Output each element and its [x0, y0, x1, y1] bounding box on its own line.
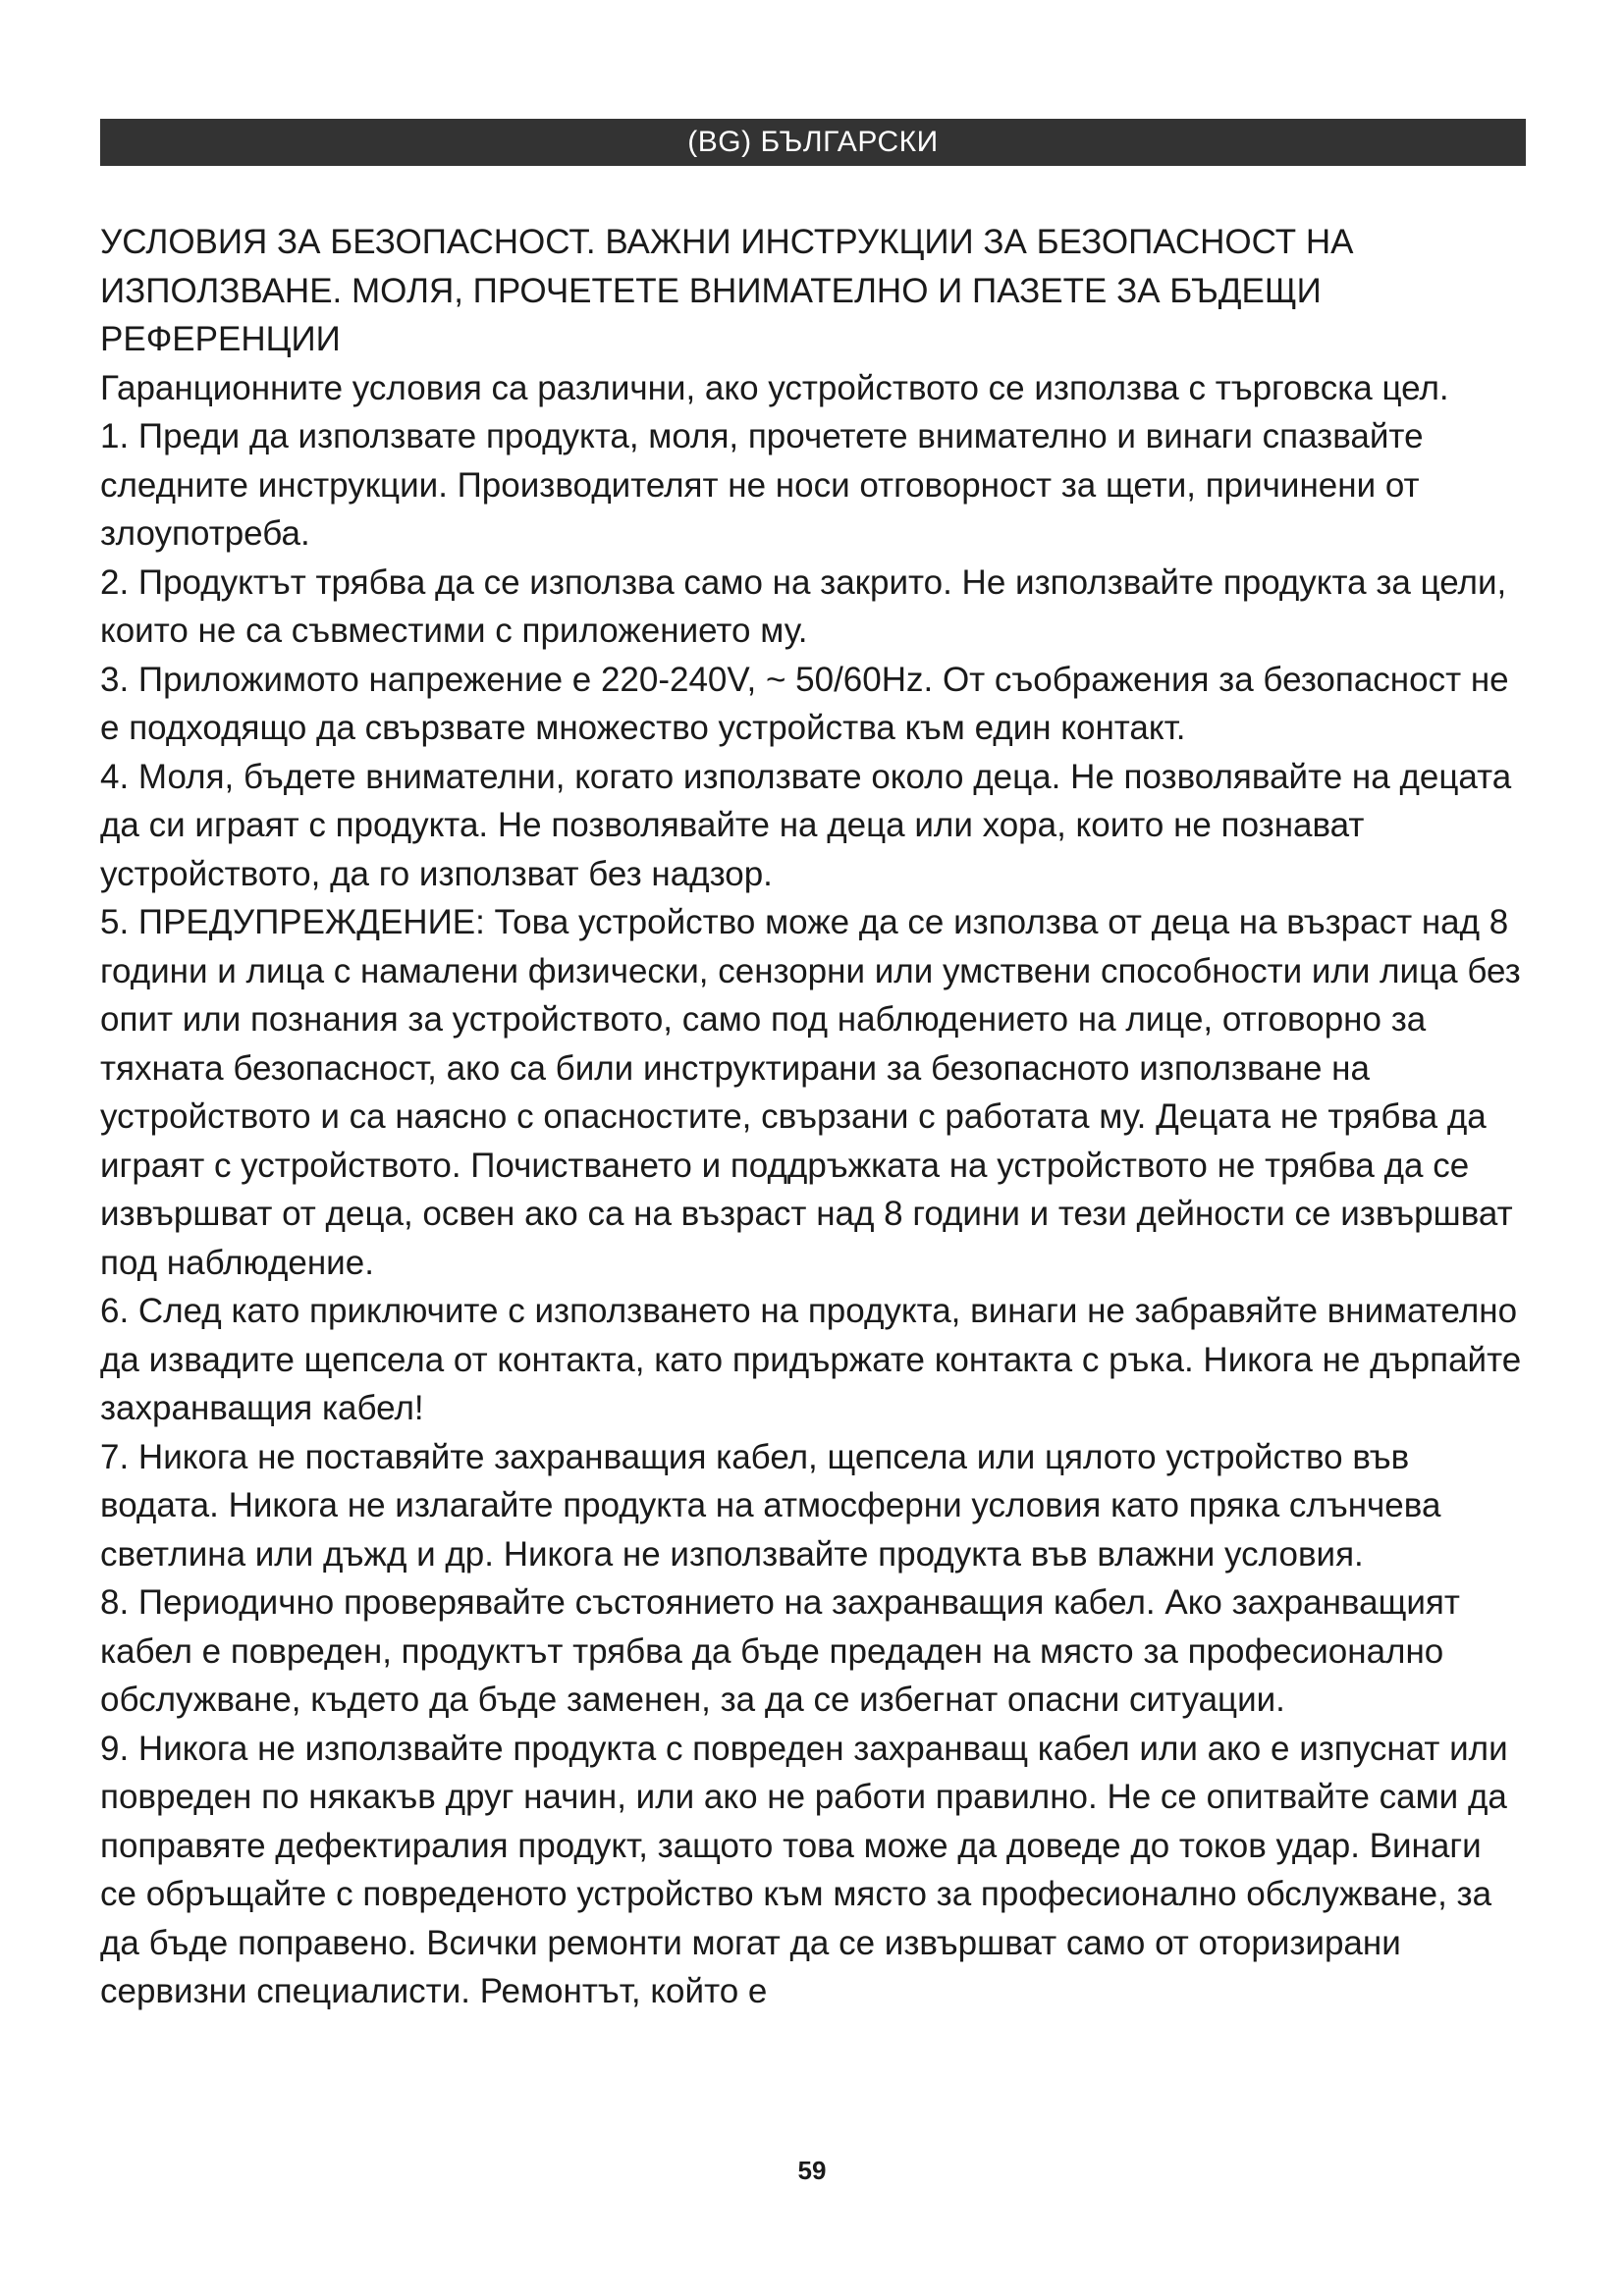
- instruction-item-5: 5. ПРЕДУПРЕЖДЕНИЕ: Това устройство може да се използва от деца на възраст над 8 години и лица с намалени физически, сензорни или умствени способности или лица без опит или познания за устройството, само под наблюдението на лице, отговорно за тяхната безопасност, ако са били инструктирани за безопасното използване на устройството и са наясно с опасностите, свързани с работата му. Децата не трябва да играят с устройството. Почистването и поддръжката на устройството не трябва да се извършват от деца, освен ако са на възраст над 8 години и тези дейности се извършват под наблюдение.: [100, 903, 1521, 1282]
- instruction-item-6: 6. След като приключите с използването на продукта, винаги не забравяйте внимателно да извадите щепсела от контакта, като придържате контакта с ръка. Никога не дърпайте захранващия кабел!: [100, 1292, 1522, 1427]
- language-header-bar: (BG) БЪЛГАРСКИ: [100, 119, 1526, 166]
- instruction-item-1: 1. Преди да използвате продукта, моля, прочетете внимателно и винаги спазвайте следните инструкции. Производителят не носи отговорност за щети, причинени от злоупотреба.: [100, 417, 1424, 553]
- instruction-item-3: 3. Приложимото напрежение е 220-240V, ~ 50/60Hz. От съображения за безопасност не е подходящо да свързвате множество устройства към един контакт.: [100, 660, 1509, 747]
- intro-paragraph: Гаранционните условия са различни, ако устройството се използва с търговска цел.: [100, 368, 1449, 407]
- instruction-item-8: 8. Периодично проверявайте състоянието на захранващия кабел. Ако захранващият кабел е повреден, продуктът трябва да бъде предаден на място за професионално обслужване, където да бъде заменен, за да се избегнат опасни ситуации.: [100, 1583, 1460, 1719]
- document-body: [100, 218, 1526, 2016]
- instruction-item-7: 7. Никога не поставяйте захранващия кабел, щепсела или цялото устройство във водата. Никога не излагайте продукта на атмосферни условия като пряка слънчева светлина или дъжд и др. Никога не използвайте продукта във влажни условия.: [100, 1437, 1441, 1574]
- instruction-item-4: 4. Моля, бъдете внимателни, когато използвате около деца. Не позволявайте на децата да си играят с продукта. Не позволявайте на деца или хора, които не познават устройството, да го използват без надзор.: [100, 757, 1512, 893]
- instruction-item-9: 9. Никога не използвайте продукта с повреден захранващ кабел или ако е изпуснат или повреден по някакъв друг начин, или ако не работи правилно. Не се опитвайте сами да поправяте дефектиралия продукт, защото това може да доведе до токов удар. Винаги се обръщайте с повреденото устройство към място за професионално обслужване, за да бъде поправено. Всички ремонти могат да се извършват само от оторизирани сервизни специалисти. Ремонтът, който е: [100, 1729, 1508, 2010]
- instruction-item-2: 2. Продуктът трябва да се използва само на закрито. Не използвайте продукта за цели, които не са съвместими с приложението му.: [100, 562, 1507, 650]
- document-title: УСЛОВИЯ ЗА БЕЗОПАСНОСТ. ВАЖНИ ИНСТРУКЦИИ ЗА БЕЗОПАСНОСТ НА ИЗПОЛЗВАНЕ. МОЛЯ, ПРОЧЕТЕТЕ ВНИМАТЕЛНО И ПАЗЕТЕ ЗА БЪДЕЩИ РЕФЕРЕНЦИИ: [100, 223, 1354, 358]
- page-number: 59: [797, 2156, 827, 2185]
